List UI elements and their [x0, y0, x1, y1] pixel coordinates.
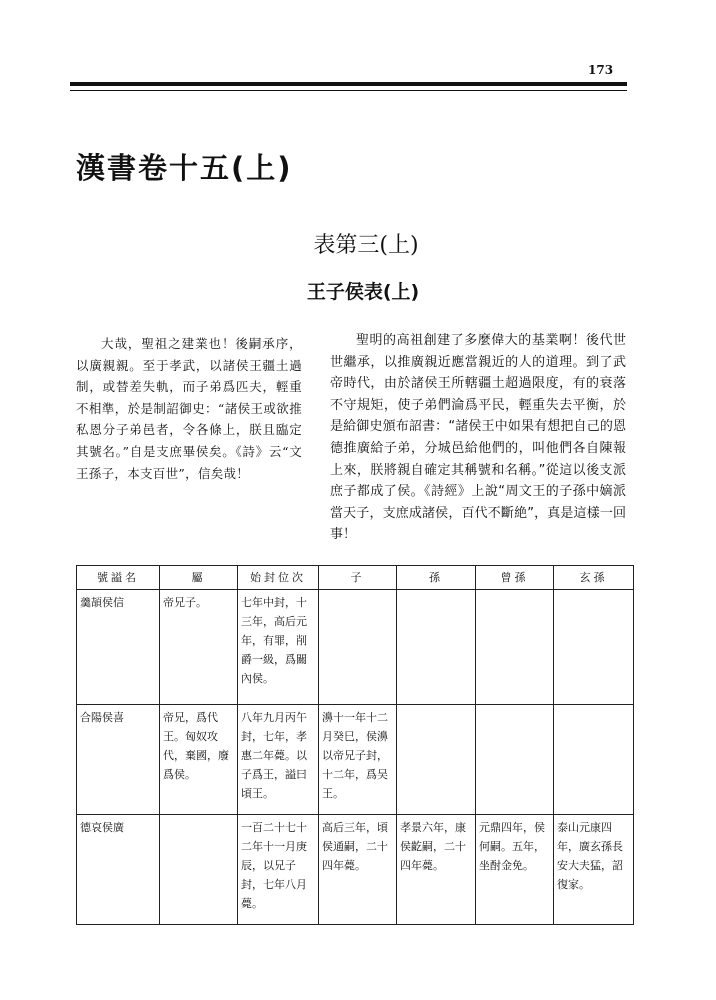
- table-cell: 高后三年，頃侯通嗣，二十四年薨。: [319, 815, 397, 925]
- col-header-title: 號謚名: [77, 566, 160, 590]
- table-cell: [554, 705, 634, 815]
- table-cell: [476, 590, 554, 705]
- table-cell: 七年中封，十三年，高后元年，有罪，削爵一級，爲關內侯。: [238, 590, 319, 705]
- translation-column: [330, 330, 626, 546]
- table-cell: [160, 815, 238, 925]
- table-cell: 德哀侯廣: [77, 815, 160, 925]
- table-cell: [397, 590, 476, 705]
- header-rule-thick: [70, 82, 627, 86]
- table-cell: 濞十一年十二月癸巳，侯濞以帝兄子封，十二年，爲吴王。: [319, 705, 397, 815]
- subtitle: 王子侯表(上): [306, 281, 420, 303]
- table-cell: [397, 705, 476, 815]
- table-cell: 八年九月丙午封，七年，孝惠二年薨。以子爲王，謚曰頃王。: [238, 705, 319, 815]
- table-row: [77, 815, 634, 925]
- table-cell: 帝兄，爲代王。匈奴攻代，棄國，廢爲侯。: [160, 705, 238, 815]
- header-rule-thin: [70, 90, 627, 91]
- col-header-great-great-grandson: 玄孫: [554, 566, 634, 590]
- table-row: [77, 590, 634, 705]
- table-cell: [476, 705, 554, 815]
- page-number: 173: [588, 63, 614, 77]
- table-header-row: [77, 566, 634, 590]
- classical-text-column: [76, 333, 302, 484]
- table-cell: 帝兄子。: [160, 590, 238, 705]
- translation-paragraph: 聖明的高祖創建了多麼偉大的基業啊！後代世世繼承，以推廣親近應當親近的人的道理。到了武帝時代，由於諸侯王所轄疆土超過限度，有的衰落不守規矩，使子弟們淪爲平民，輕重失去平衡，於是給御史頒布詔書：“諸侯王中如果有想把自己的恩德推廣給子弟，分城邑給他們的，叫他們各自陳報上來，朕將親自確定其稱號和名稱。”從這以後支派庶子都成了侯。《詩經》上說“周文王的子孫中嫡派當天子，支庶成諸侯，百代不斷絶”，真是這樣一回事！: [330, 333, 626, 543]
- classical-paragraph: 大哉，聖祖之建業也！後嗣承序，以廣親親。至于孝武，以諸侯王疆土過制，或替差失軌，而子弟爲匹夫，輕重不相準，於是制詔御史：“諸侯王或欲推私恩分子弟邑者，令各條上，朕且臨定其號名。”自是支庶畢侯矣。《詩》云“文王孫子，本支百世”，信矣哉！: [76, 336, 302, 481]
- col-header-great-grandson: 曾孫: [476, 566, 554, 590]
- table-cell: 羹頡侯信: [77, 590, 160, 705]
- col-header-enfeoffment: 始封位次: [238, 566, 319, 590]
- table-cell: 泰山元康四年，廣玄孫長安大夫猛，詔復家。: [554, 815, 634, 925]
- col-header-relation: 屬: [160, 566, 238, 590]
- table-cell: 一百二十七十二年十一月庚辰，以兄子封，七年八月薨。: [238, 815, 319, 925]
- col-header-grandson: 孫: [397, 566, 476, 590]
- table-cell: 合陽侯喜: [77, 705, 160, 815]
- table-cell: [554, 590, 634, 705]
- section-title: 表第三(上): [313, 233, 419, 258]
- table-cell: [319, 590, 397, 705]
- table-row: [77, 705, 634, 815]
- col-header-son: 子: [319, 566, 397, 590]
- table-cell: 孝景六年，康侯齕嗣，二十四年薨。: [397, 815, 476, 925]
- genealogy-table: [76, 565, 634, 925]
- book-title: 漢書卷十五(上): [76, 151, 293, 185]
- table-cell: 元鼎四年，侯何嗣。五年，坐酎金免。: [476, 815, 554, 925]
